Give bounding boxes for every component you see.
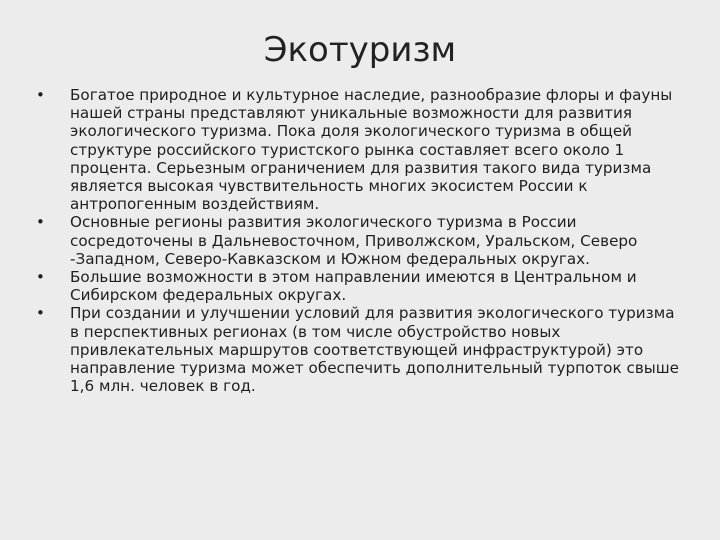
bullet-text: Богатое природное и культурное наследие, разнообразие флоры и фауны нашей страны представляют уникальные возможности для развития экологического туризма. Пока доля экологического туризма в общей структуре российского туристского рынка составляет всего около 1 процента. Серьезным ограничением для развития такого вида туризма является высокая чувствительность многих экосистем России к антропогенным воздействиям. (70, 86, 673, 214)
bullet-text: При создании и улучшении условий для развития экологического туризма в перспективных регионах (в том числе обустройство новых привлекательных маршрутов соответствующей инфраструктурой) это направление туризма может обеспечить дополнительный турпоток свыше 1,6 млн. человек в год. (70, 304, 680, 396)
bullet-item-4 (36, 304, 688, 395)
bullet-text: Основные регионы развития экологического туризма в России сосредоточены в Дальневосточном, Приволжском, Уральском, Северо -Западном, Северо-Кавказском и Южном федеральных округах. (70, 213, 638, 268)
bullet-dot-icon: • (36, 213, 45, 232)
slide-title: Экотуризм (263, 30, 457, 70)
bullet-dot-icon: • (36, 304, 45, 323)
bullet-item-3 (36, 268, 688, 304)
bullet-item-2 (36, 213, 688, 268)
bullet-item-1 (36, 86, 688, 213)
bullet-list (36, 86, 688, 395)
bullet-dot-icon: • (36, 268, 45, 287)
bullet-text: Большие возможности в этом направлении имеются в Центральном и Сибирском федеральных округах. (70, 268, 637, 305)
bullet-dot-icon: • (36, 86, 45, 104)
